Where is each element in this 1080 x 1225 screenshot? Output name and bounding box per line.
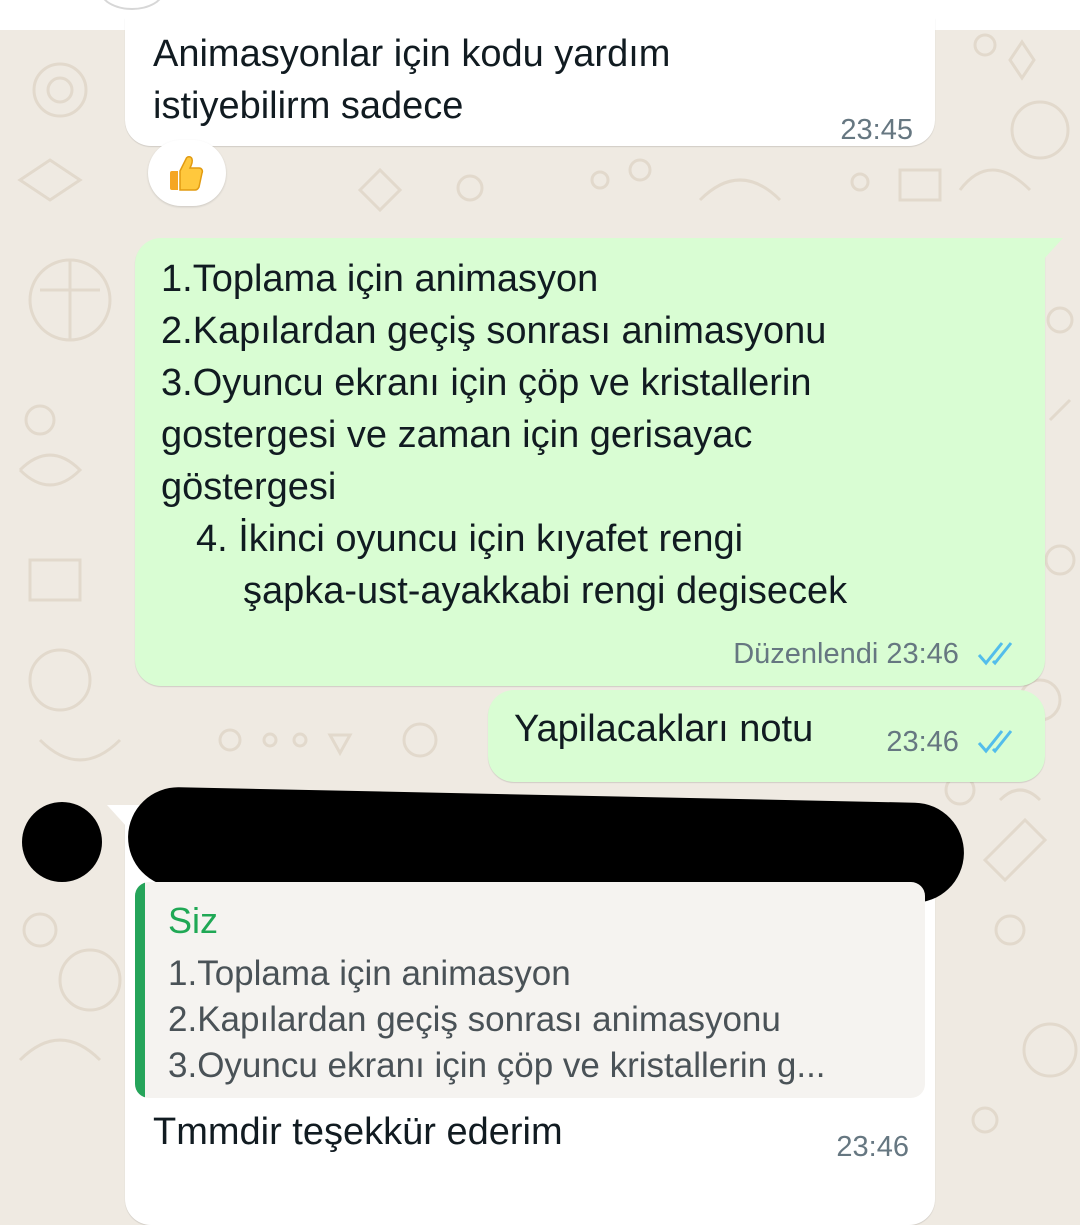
message-text: Tmmdir teşekkür ederim (153, 1111, 563, 1153)
list-line-1: 1.Toplama için animasyon (161, 258, 599, 300)
thumbs-up-reaction[interactable] (148, 140, 226, 206)
quote-author: Siz (168, 900, 219, 941)
message-text: Yapilacakları notu (514, 708, 814, 750)
sender-avatar[interactable] (22, 802, 102, 882)
read-double-check-icon (977, 729, 1021, 755)
quote-line-1: 1.Toplama için animasyon (168, 954, 571, 993)
message-time: 23:46 (836, 1131, 909, 1163)
edited-label: Düzenlendi (733, 638, 879, 670)
read-double-check-icon (977, 641, 1021, 667)
thumbs-up-icon (165, 151, 209, 195)
incoming-message-bubble[interactable] (125, 18, 935, 146)
message-time: 23:46 (886, 638, 959, 670)
list-line-2: 2.Kapılardan geçiş sonrası animasyonu (161, 310, 827, 352)
outgoing-list-message-bubble[interactable] (135, 238, 1045, 686)
list-line-3: 3.Oyuncu ekranı için çöp ve kristallerin (161, 362, 812, 404)
list-line-6: 4. İkinci oyuncu için kıyafet rengi (196, 518, 744, 560)
message-time: 23:45 (840, 114, 913, 146)
quote-line-3: 3.Oyuncu ekranı için çöp ve kristallerin g... (168, 1046, 826, 1085)
list-line-7: şapka-ust-ayakkabi rengi degisecek (243, 570, 848, 612)
quote-accent-bar (135, 882, 145, 1098)
message-meta (886, 726, 1021, 759)
list-line-5: göstergesi (161, 466, 337, 508)
message-text: Animasyonlar için kodu yardım istiyebilirm sadece (153, 33, 671, 127)
quote-line-2: 2.Kapılardan geçiş sonrası animasyonu (168, 1000, 781, 1039)
quoted-message[interactable] (135, 882, 925, 1098)
message-time: 23:46 (886, 726, 959, 758)
outgoing-note-message-bubble[interactable] (488, 690, 1045, 782)
message-meta (733, 638, 1021, 671)
list-line-4: gostergesi ve zaman için gerisayac (161, 414, 753, 456)
